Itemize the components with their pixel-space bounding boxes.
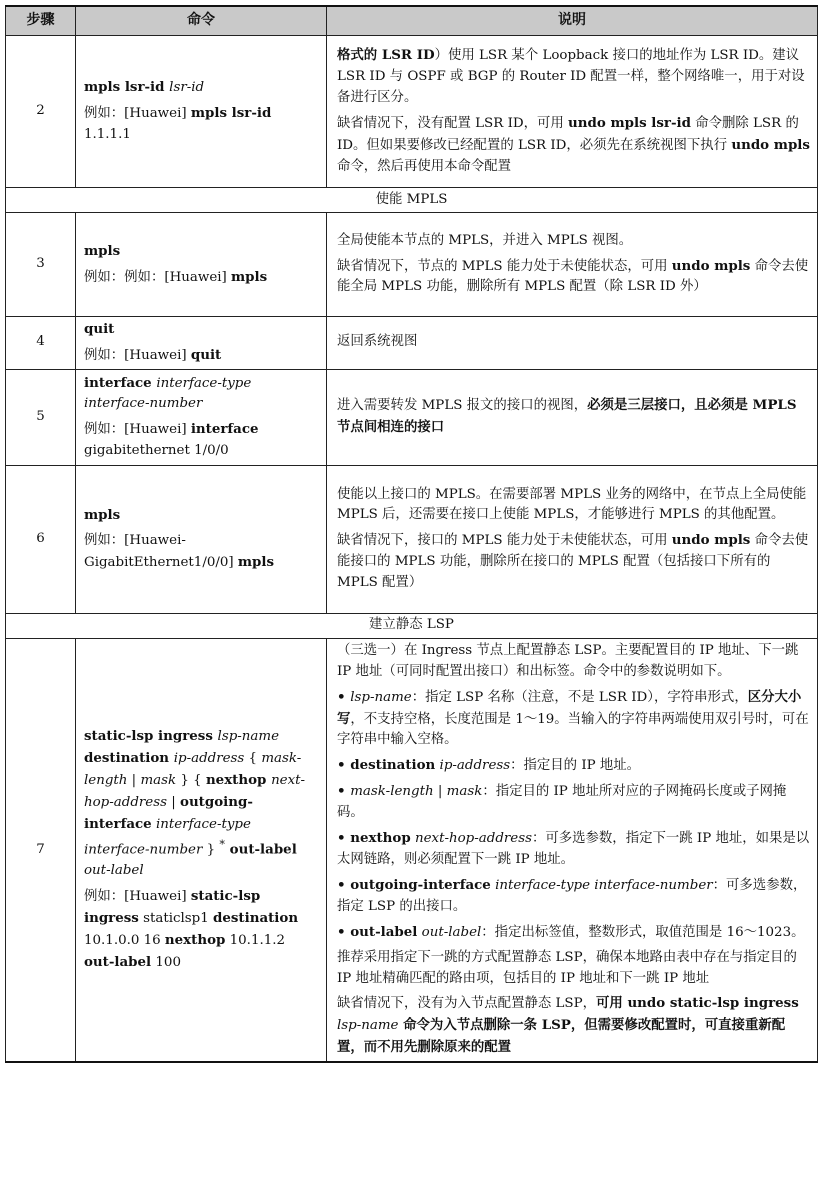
desc-text: 缺省情况下，没有为入节点配置静态 LSP， bbox=[337, 996, 596, 1012]
example-label: 例如：[Huawei] bbox=[84, 347, 191, 363]
header-step: 步骤 bbox=[6, 6, 76, 36]
cmd-keyword: mpls lsr-id bbox=[190, 105, 272, 122]
cmd-arg: 10.1.1.2 bbox=[225, 932, 286, 948]
param-item bbox=[337, 755, 810, 777]
cmd-keyword: quit bbox=[190, 346, 222, 363]
desc-bold: 格式的 LSR ID bbox=[337, 47, 435, 64]
cmd-arg: 100 bbox=[151, 954, 181, 970]
description-cell bbox=[327, 317, 818, 370]
cmd-keyword: outgoing-interface bbox=[84, 793, 253, 832]
table-row bbox=[6, 369, 818, 465]
desc-text: ：指定目的 IP 地址。 bbox=[510, 758, 641, 774]
step-number: 4 bbox=[6, 317, 76, 370]
desc-text: 命令去使能接口的 MPLS 功能，删除所在接口的 MPLS 配置（包括接口下所有的 MPLS 配置） bbox=[337, 533, 809, 591]
desc-bold: undo static-lsp ingress bbox=[627, 995, 799, 1012]
desc-text: ：指定目的 IP 地址所对应的子网掩码长度或子网掩码。 bbox=[337, 784, 787, 821]
cmd-keyword: mpls bbox=[84, 242, 121, 259]
example-label: 例如：[Huawei-GigabitEthernet1/0/0] bbox=[84, 532, 238, 570]
cmd-keyword: interface bbox=[84, 374, 157, 391]
cmd-param: out-label bbox=[84, 863, 144, 879]
cmd-param: interface-type interface-number bbox=[84, 816, 251, 858]
cmd-keyword: mpls lsr-id bbox=[84, 79, 170, 96]
step-number: 5 bbox=[6, 369, 76, 465]
header-command: 命令 bbox=[76, 6, 327, 36]
cmd-keyword: interface bbox=[190, 421, 259, 438]
desc-bold: undo mpls bbox=[671, 532, 751, 549]
document-page bbox=[5, 5, 817, 1063]
cmd-keyword: nexthop bbox=[164, 931, 226, 948]
desc-text: （三选一）在 Ingress 节点上配置静态 LSP。主要配置目的 IP 地址、下一跳 IP 地址（可同时配置出接口）和出标签。命令中的参数说明如下。 bbox=[337, 642, 799, 679]
command-cell bbox=[76, 317, 327, 370]
desc-bold: 可用 bbox=[595, 995, 628, 1012]
section-title: 使能 MPLS bbox=[6, 188, 818, 213]
step-number: 7 bbox=[6, 638, 76, 1062]
cmd-arg: 10.1.0.0 16 bbox=[84, 932, 165, 948]
desc-param: lsp-name bbox=[350, 689, 412, 705]
desc-bold: undo mpls lsr-id bbox=[568, 115, 691, 131]
desc-param: ip-address bbox=[439, 758, 511, 774]
cmd-keyword: static-lsp ingress bbox=[84, 728, 218, 745]
command-cell bbox=[76, 638, 327, 1062]
cmd-arg: 1.1.1.1 bbox=[84, 126, 131, 142]
cmd-symbol: } { bbox=[176, 773, 206, 789]
description-cell bbox=[327, 369, 818, 465]
cmd-param: interface-type interface-number bbox=[84, 375, 252, 412]
cmd-keyword: out-label bbox=[84, 953, 152, 970]
description-cell bbox=[327, 213, 818, 317]
table-row bbox=[6, 465, 818, 613]
cmd-keyword: out-label bbox=[224, 841, 297, 858]
cmd-param: mask bbox=[140, 773, 177, 789]
cmd-symbol: { bbox=[244, 751, 262, 767]
desc-param: next-hop-address bbox=[414, 831, 532, 847]
example-label: 例如：[Huawei] bbox=[84, 889, 191, 905]
desc-text: ：指定出标签值，整数形式，取值范围是 16～1023。 bbox=[481, 924, 805, 940]
desc-bold: out-label bbox=[350, 923, 418, 940]
desc-text: 进入需要转发 MPLS 报文的接口的视图， bbox=[337, 398, 588, 414]
example-label: 例如：例如：[Huawei] bbox=[84, 269, 232, 285]
cmd-param: mask-length bbox=[84, 751, 302, 789]
cmd-param: next-hop-address bbox=[84, 773, 306, 810]
cmd-arg: gigabitethernet 1/0/0 bbox=[84, 443, 229, 459]
desc-param: interface-type interface-number bbox=[495, 877, 713, 893]
cmd-param: ip-address bbox=[173, 751, 245, 767]
desc-text: 推荐采用指定下一跳的方式配置静态 LSP，确保本地路由表中存在与指定目的 IP 地址精确匹配的路由项，包括目的 IP 地址和下一跳 IP 地址 bbox=[337, 949, 797, 986]
cmd-keyword: quit bbox=[84, 321, 115, 337]
desc-bold: 区分大小写 bbox=[337, 688, 802, 727]
table-row bbox=[6, 317, 818, 370]
param-item bbox=[337, 828, 810, 871]
cmd-keyword: static-lsp ingress bbox=[84, 888, 261, 926]
cmd-keyword: nexthop bbox=[205, 772, 272, 789]
desc-text: 命令去使能全局 MPLS 功能，删除所有 MPLS 配置（除 LSR ID 外） bbox=[337, 258, 809, 295]
cmd-keyword: mpls bbox=[231, 268, 268, 285]
step-number: 3 bbox=[6, 213, 76, 317]
table-row bbox=[6, 638, 818, 1062]
description-cell bbox=[327, 36, 818, 188]
description-cell bbox=[327, 465, 818, 613]
example-label: 例如：[Huawei] bbox=[84, 422, 191, 438]
desc-bold: destination bbox=[350, 757, 436, 774]
command-cell bbox=[76, 213, 327, 317]
table-header-row bbox=[6, 6, 818, 36]
description-cell bbox=[327, 638, 818, 1062]
cmd-star: * bbox=[219, 837, 225, 851]
cmd-param: lsp-name bbox=[217, 729, 280, 745]
command-table bbox=[5, 5, 818, 1063]
desc-bold: undo mpls bbox=[731, 136, 810, 153]
desc-text: ：指定 LSP 名称（注意，不是 LSR ID），字符串形式， bbox=[411, 689, 748, 705]
desc-bold: undo mpls bbox=[671, 257, 751, 274]
desc-param: out-label bbox=[421, 924, 482, 940]
table-row bbox=[6, 213, 818, 317]
desc-text: 使能以上接口的 MPLS。在需要部署 MPLS 业务的网络中，在节点上全局使能 MPLS 后，还需要在接口上使能 MPLS，才能够进行 MPLS 的其他配置。 bbox=[337, 486, 807, 523]
cmd-symbol: } bbox=[202, 842, 220, 858]
desc-param: mask-length bbox=[350, 784, 434, 800]
desc-text: 命令，然后再使用本命令配置 bbox=[337, 158, 512, 174]
desc-text: ）使用 LSR 某个 Loopback 接口的地址作为 LSR ID。建议 LSR ID 与 OSPF 或 BGP 的 Router ID 配置一样，整个网络唯一，用于对设备进行区分。 bbox=[337, 48, 805, 106]
desc-bold: 命令为入节点删除一条 LSP， bbox=[398, 1017, 585, 1034]
section-title: 建立静态 LSP bbox=[6, 613, 818, 638]
cmd-arg: staticlsp1 bbox=[138, 910, 214, 926]
desc-text: 全局使能本节点的 MPLS，并进入 MPLS 视图。 bbox=[337, 232, 633, 248]
desc-text: | bbox=[433, 784, 447, 800]
param-item bbox=[337, 687, 810, 752]
desc-bold: nexthop bbox=[350, 830, 411, 847]
param-item bbox=[337, 922, 810, 944]
desc-text: 缺省情况下，接口的 MPLS 能力处于未使能状态，可用 bbox=[337, 533, 672, 549]
desc-bold: 必须是三层接口，且必须是 MPLS 节点间相连的接口 bbox=[337, 397, 797, 436]
step-number: 2 bbox=[6, 36, 76, 188]
example-label: 例如：[Huawei] bbox=[84, 106, 191, 122]
cmd-keyword: mpls bbox=[237, 553, 275, 570]
param-item bbox=[337, 875, 810, 918]
desc-text: ，不支持空格，长度范围是 1～19。当输入的字符串两端使用双引号时，可在字符串中输入空格。 bbox=[337, 711, 809, 748]
desc-bold: 但需要修改配置时，可直接重新配置，而不用先删除原来的配置 bbox=[337, 1017, 786, 1056]
header-description: 说明 bbox=[327, 6, 818, 36]
cmd-symbol: | bbox=[166, 794, 181, 810]
section-row bbox=[6, 188, 818, 213]
step-number: 6 bbox=[6, 465, 76, 613]
cmd-symbol: | bbox=[127, 773, 141, 789]
desc-param: mask bbox=[446, 784, 483, 800]
desc-param: lsp-name bbox=[337, 1018, 399, 1034]
section-row bbox=[6, 613, 818, 638]
desc-text: 缺省情况下，没有配置 LSR ID，可用 bbox=[337, 116, 569, 131]
cmd-keyword: destination bbox=[84, 750, 174, 767]
table-row bbox=[6, 36, 818, 188]
cmd-param: lsr-id bbox=[169, 80, 205, 96]
cmd-keyword: destination bbox=[213, 909, 299, 926]
desc-bold: outgoing-interface bbox=[350, 876, 491, 893]
cmd-keyword: mpls bbox=[84, 506, 121, 523]
desc-text: ：可多选参数，指定 LSP 的出接口。 bbox=[337, 877, 807, 914]
param-item bbox=[337, 781, 810, 824]
desc-text: 命令删除 LSR 的 ID。但如果要修改已经配置的 LSR ID，必须先在系统视图下执行 bbox=[337, 116, 799, 153]
command-cell bbox=[76, 465, 327, 613]
command-cell bbox=[76, 369, 327, 465]
desc-text: 返回系统视图 bbox=[337, 334, 418, 350]
command-cell bbox=[76, 36, 327, 188]
desc-text: 缺省情况下，节点的 MPLS 能力处于未使能状态，可用 bbox=[337, 258, 672, 274]
desc-text: ：可多选参数，指定下一跳 IP 地址，如果是以太网链路，则必须配置下一跳 IP 地址。 bbox=[337, 831, 810, 867]
